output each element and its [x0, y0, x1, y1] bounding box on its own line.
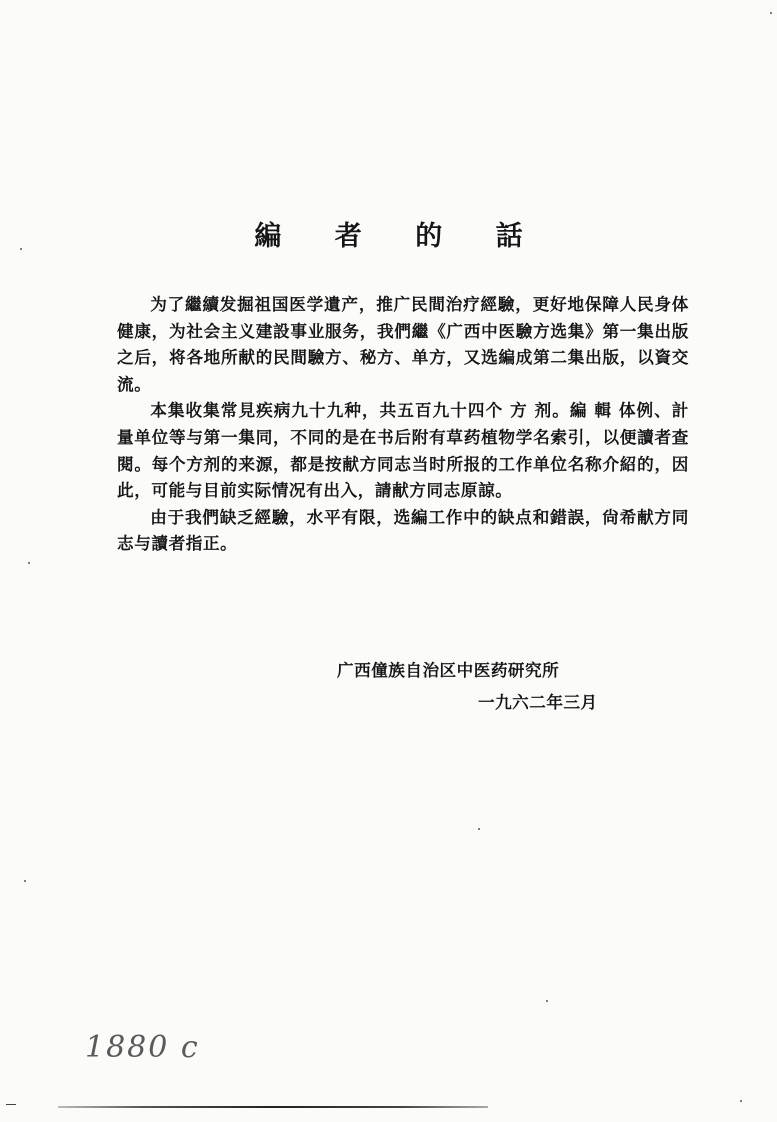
handwritten-note: 1880 c [85, 1030, 200, 1065]
scan-speck [24, 880, 26, 882]
scan-speck [20, 248, 22, 250]
paragraph-2: 本集收集常見疾病九十九种，共五百九十四个 方 剂。編 輯 体例、計量单位等与第一集同，不同的是在书后附有草药植物学名索引，以便讀者查閱。每个方剂的来源，都是按献方同志当时所报的工作单位名称介紹的，因此，可能与目前实际情况有出入，請献方同志原諒。 [117, 401, 689, 501]
page-title: 編 者 的 話 [254, 221, 545, 252]
paragraph-1: 为了繼續发掘祖国医学遺产，推广民間治疗經驗，更好地保障人民身体健康，为社会主义建設事业服务，我們繼《广西中医驗方选集》第一集出版之后，将各地所献的民間驗方、秘方、单方，又选編成第二集出版，以資交流。 [117, 295, 689, 394]
scan-speck [478, 828, 480, 830]
scan-speck [28, 562, 30, 564]
signature-organization: 广西僮族自治区中医药研究所 [337, 661, 560, 680]
scan-speck [770, 12, 772, 14]
scan-speck [740, 1100, 742, 1102]
signature-date: 一九六二年三月 [478, 693, 598, 712]
scan-speck [546, 1000, 548, 1002]
body-text [117, 292, 689, 558]
bottom-scan-rule [58, 1106, 488, 1108]
scan-artifact-dash [6, 1104, 16, 1105]
paragraph-3: 由于我們缺乏經驗，水平有限，选編工作中的缺点和錯誤，尙希献方同志与讀者指正。 [117, 507, 689, 554]
